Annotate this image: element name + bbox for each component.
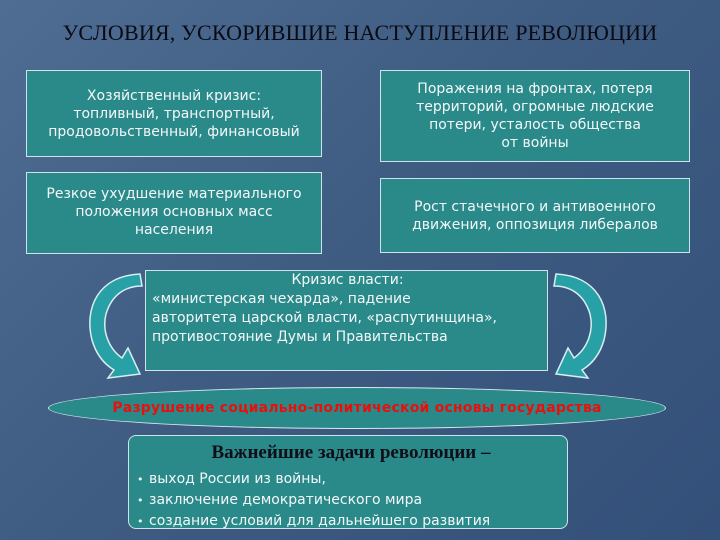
bullet-icon: • [137,494,144,507]
box-line: Резкое ухудшение материального [46,186,302,202]
bullet-icon: • [137,515,144,528]
box-line: положения основных масс [75,204,273,220]
task-text: заключение демократического мира [149,492,423,508]
box-line: потери, усталость общества [429,117,641,133]
revolution-tasks-box [128,435,568,529]
box-line: продовольственный, финансовый [48,123,300,140]
living-standards-box [26,172,322,254]
box-line: Поражения на фронтах, потеря [417,81,653,97]
task-text: создание условий для дальнейшего развития [149,513,491,529]
crisis-line: противостояние Думы и Правительства [152,329,448,345]
list-item [137,490,567,511]
page-title: УСЛОВИЯ, УСКОРИВШИЕ НАСТУПЛЕНИЕ РЕВОЛЮЦИИ [62,20,658,45]
power-crisis-box [145,270,548,371]
bullet-icon: • [137,473,144,486]
crisis-line: авторитета царской власти, «распутинщина», [152,310,497,326]
box-line: территорий, огромные людские [416,99,654,115]
tasks-title: Важнейшие задачи революции – [211,442,491,463]
list-item [137,469,567,490]
box-line: движения, оппозиция либералов [412,216,658,233]
crisis-title: Кризис власти: [291,272,404,288]
right-curved-arrow-icon [548,268,620,380]
box-line: Хозяйственный кризис: [86,87,262,104]
left-curved-arrow-icon [78,268,148,380]
box-line: от войны [501,135,569,151]
list-item [137,511,567,532]
economic-crisis-box [26,70,322,157]
box-line: топливный, транспортный, [73,105,275,122]
box-line: Рост стачечного и антивоенного [414,198,656,215]
box-line: населения [134,222,214,238]
ellipse-text: Разрушение социально-политической основы государства [112,400,602,416]
front-defeats-box [380,70,690,162]
crisis-line: «министерская чехарда», падение [152,291,411,307]
destruction-ellipse [48,387,666,429]
strike-movement-box [380,178,690,253]
task-text: выход России из войны, [149,471,326,487]
tasks-list [137,469,567,532]
